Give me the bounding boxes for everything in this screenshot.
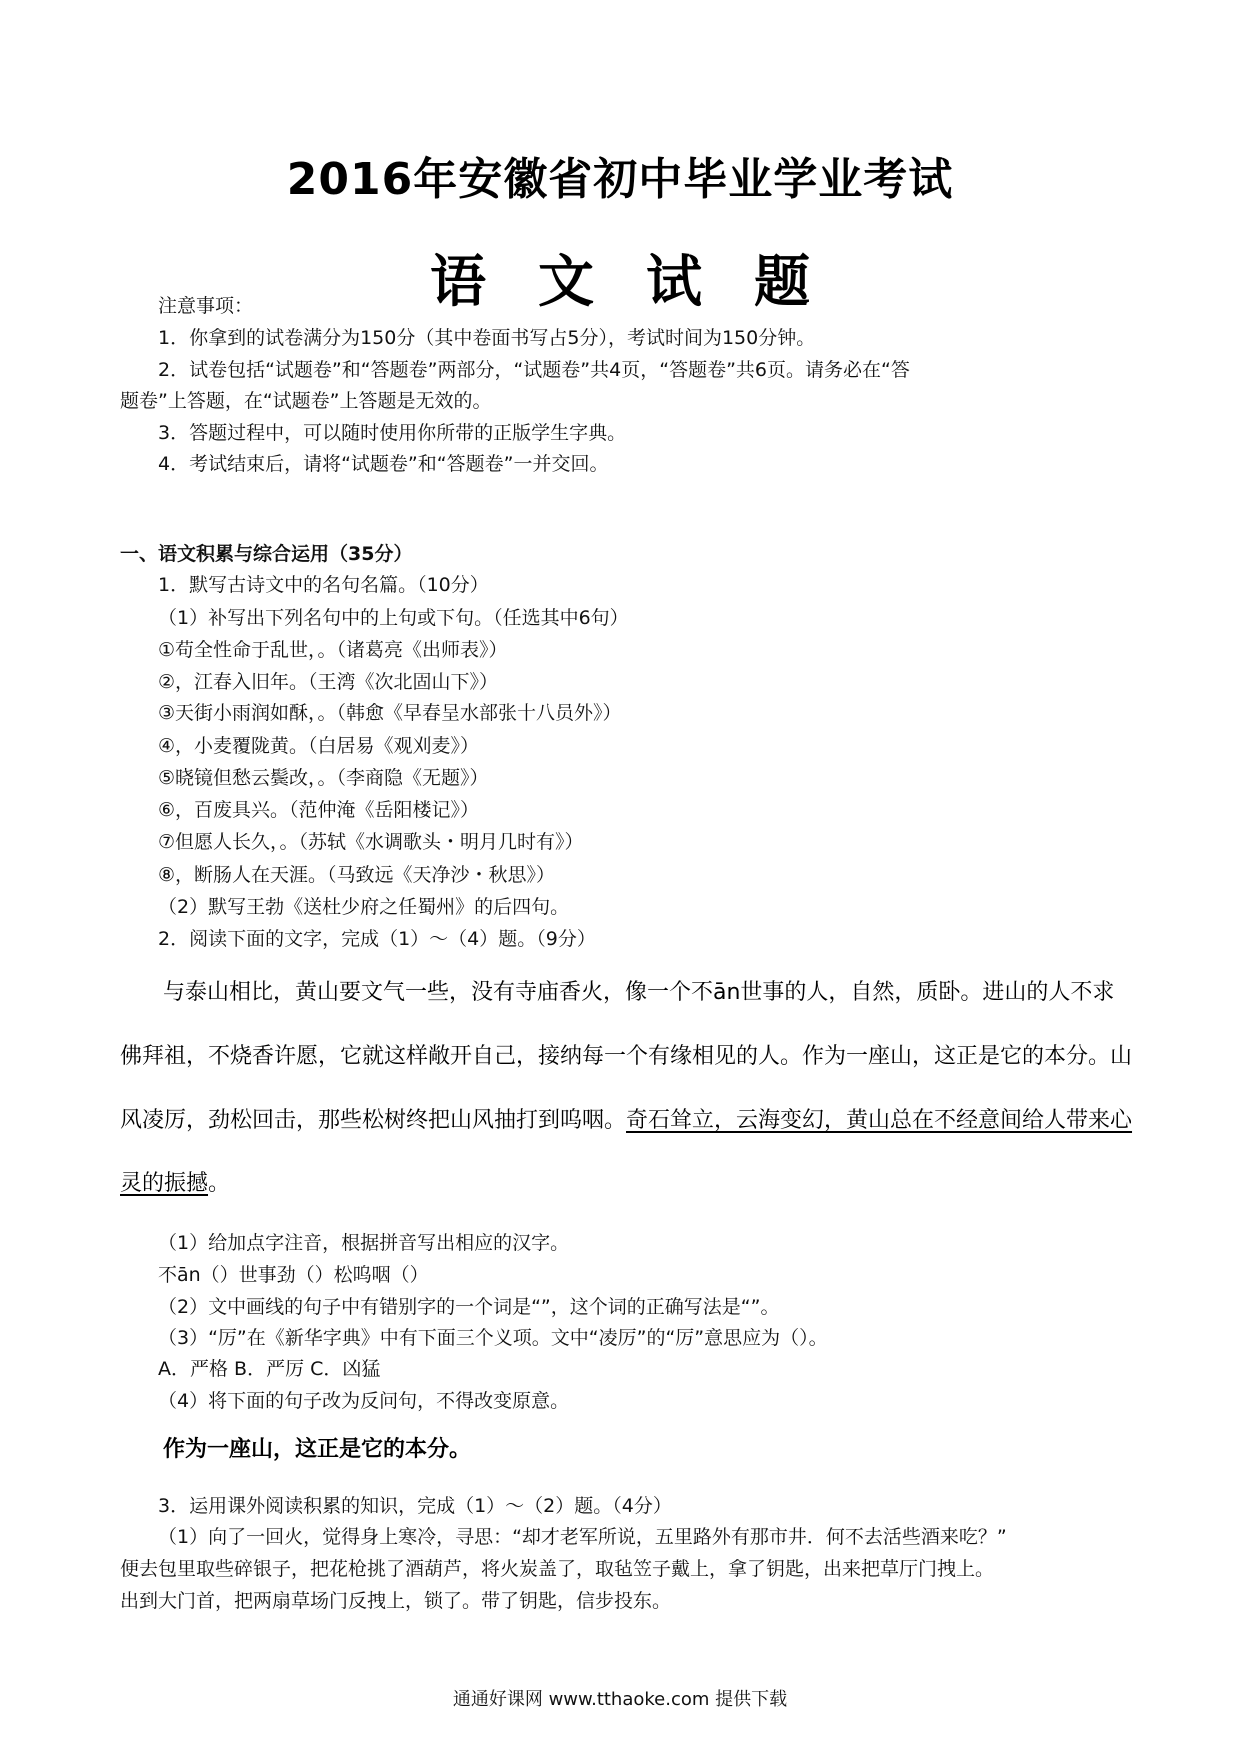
page-footer: 通通好课网 www.tthaoke.com 提供下载 [452, 1689, 788, 1710]
blank-item: ⑦但愿人长久，。（苏轼《水调歌头・明月几时有》） [158, 831, 584, 853]
passage-text: 风凌厉，劲松回击，那些松树终把山风抽打到呜咽。 [120, 1108, 627, 1133]
sub-question: （3）“厉”在《新华字典》中有下面三个义项。文中“凌厉”的“厉”意思应为（）。 [158, 1327, 828, 1349]
question-title: 2．阅读下面的文字，完成（1）～（4）题。（9分） [158, 928, 596, 950]
notice-item: 题卷”上答题，在“试题卷”上答题是无效的。 [120, 390, 492, 412]
notice-item: 1．你拿到的试卷满分为150分（其中卷面书写占5分），考试时间为150分钟。 [158, 327, 816, 349]
sub-question: （1）给加点字注音，根据拼音写出相应的汉字。 [158, 1232, 570, 1254]
passage-text: 。 [208, 1171, 231, 1196]
passage-line: 与泰山相比，黄山要文气一些，没有寺庙香火，像一个不ān世事的人，自然，质卧。进山的人不求 [163, 980, 1115, 1005]
blank-item: ⑥，百废具兴。（范仲淹《岳阳楼记》） [158, 799, 480, 821]
reading-line: 便去包里取些碎银子，把花枪挑了酒葫芦，将火炭盖了，取毡笠子戴上，拿了钥匙，出来把草厅门拽上。 [120, 1558, 995, 1580]
notice-heading: 注意事项： [158, 295, 254, 317]
sub-question: （2）默写王勃《送杜少府之任蜀州》的后四句。 [158, 896, 570, 918]
section-heading: 一、语文积累与综合运用（35分） [120, 543, 413, 565]
question-title: 1．默写古诗文中的名句名篇。（10分） [158, 574, 489, 596]
exam-title: 2016年安徽省初中毕业学业考试 [286, 154, 954, 205]
blank-item: ②，江春入旧年。（王湾《次北固山下》） [158, 671, 499, 693]
question-title: 3．运用课外阅读积累的知识，完成（1）～（2）题。（4分） [158, 1495, 672, 1517]
rewrite-sentence: 作为一座山，这正是它的本分。 [163, 1437, 472, 1462]
blank-item: ①苟全性命于乱世，。（诸葛亮《出师表》） [158, 639, 508, 661]
underlined-sentence: 奇石耸立，云海变幻，黄山总在不经意间给人带来心 [626, 1108, 1133, 1133]
sub-question: （1）补写出下列名句中的上句或下句。（任选其中6句） [158, 607, 629, 629]
blank-item: ⑧，断肠人在天涯。（马致远《天净沙・秋思》） [158, 864, 556, 886]
blank-item: ⑤晓镜但愁云鬓改，。（李商隐《无题》） [158, 767, 489, 789]
passage-line [120, 1108, 1133, 1134]
blank-item: ③天街小雨润如酥，。（韩愈《早春呈水部张十八员外》） [158, 702, 622, 724]
blank-item: ④，小麦覆陇黄。（白居易《观刈麦》） [158, 735, 480, 757]
sub-question: 不ān（）世事劲（）松呜咽（） [158, 1264, 429, 1286]
notice-item: 2．试卷包括“试题卷”和“答题卷”两部分，“试题卷”共4页，“答题卷”共6页。请务必在“答 [158, 359, 910, 381]
passage-line [120, 1171, 1130, 1197]
answer-options: A．严格 B．严厉 C．凶猛 [158, 1358, 381, 1380]
reading-line: 出到大门首，把两扇草场门反拽上，锁了。带了钥匙，信步投东。 [120, 1590, 672, 1612]
passage-line: 佛拜祖，不烧香许愿，它就这样敞开自己，接纳每一个有缘相见的人。作为一座山，这正是它的本分。山 [120, 1044, 1133, 1069]
exam-subtitle: 语文试题 [430, 250, 862, 315]
sub-question: （2）文中画线的句子中有错别字的一个词是“”，这个词的正确写法是“”。 [158, 1296, 780, 1318]
notice-item: 4．考试结束后，请将“试题卷”和“答题卷”一并交回。 [158, 453, 609, 475]
sub-question: （4）将下面的句子改为反问句，不得改变原意。 [158, 1390, 570, 1412]
notice-item: 3．答题过程中，可以随时使用你所带的正版学生字典。 [158, 422, 627, 444]
underlined-sentence: 灵的振撼 [120, 1171, 209, 1196]
reading-line: （1）向了一回火，觉得身上寒冷，寻思：“却才老军所说，五里路外有那市井．何不去活些酒来吃？” [158, 1526, 1007, 1548]
